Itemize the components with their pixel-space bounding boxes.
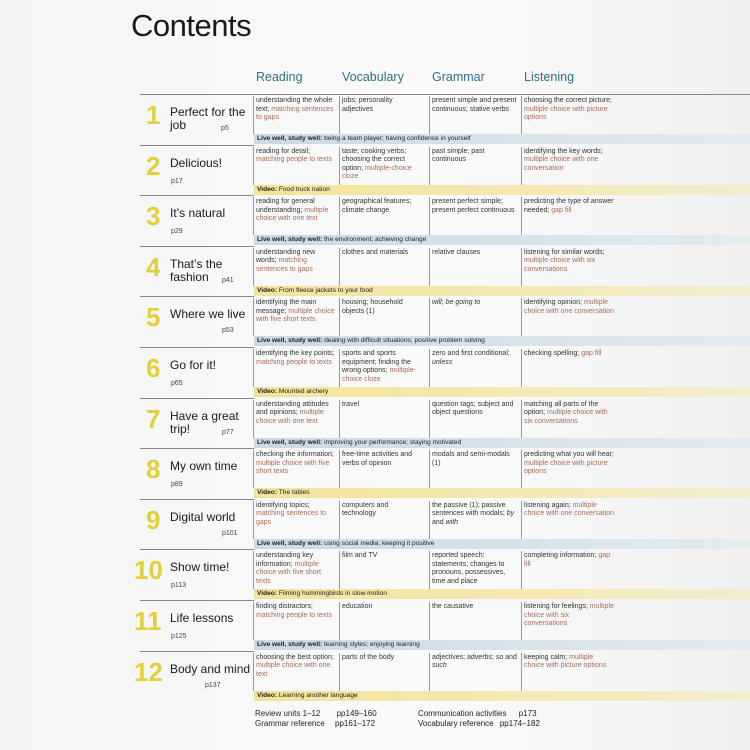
text-segment: understanding attitudes and opinions; [256,400,329,417]
text-segment: jobs; personality adjectives [342,97,393,113]
text-segment: matching people to texts [256,156,332,164]
column-divider [253,248,254,286]
column-divider [339,298,340,336]
text-segment: finding distractors; [256,603,313,610]
text-segment: predicting what you will hear; [524,451,614,459]
band-label: Video: [257,388,278,395]
text-segment: adjectives; adverbs; [432,653,496,661]
cell-listening [524,451,614,477]
unit-name: Show time! [170,560,230,575]
footer-communication-pages: p173 [518,709,537,718]
column-divider [429,197,430,235]
unit-name: That’s the fashion [170,256,223,284]
column-divider [429,96,430,134]
text-segment: past simple; past continuous [432,147,485,164]
cell-reading [256,350,336,367]
text-segment: matching sentences to gaps [256,257,313,273]
band-label: Live well, study well: [257,641,323,648]
cell-reading [256,299,336,325]
column-divider [521,653,522,691]
column-divider [521,551,522,589]
text-segment: predicting the type of answer needed; [524,198,614,214]
unit-number: 2 [146,150,161,181]
text-segment: identifying opinion; [524,299,584,307]
live-well-band [254,336,750,346]
column-divider [339,602,340,640]
column-divider [253,197,254,235]
cell-vocabulary [342,350,424,384]
footer-vocabulary-label: Vocabulary reference [418,719,494,728]
cell-listening [524,249,614,275]
live-well-band [254,640,750,650]
text-segment: listening for feelings; [524,603,590,610]
unit-number: 9 [146,504,161,535]
band-text: Mounted archery [277,388,329,395]
column-divider [339,248,340,286]
text-segment: checking the information; [256,451,334,459]
cell-reading [256,603,336,620]
band-label: Live well, study well: [257,438,323,446]
cell-reading [256,198,336,224]
unit-page-ref: p65 [171,380,183,387]
row-divider [140,347,254,348]
footer-grammar-pages: pp161–172 [335,719,376,728]
unit-page-ref: p17 [171,177,183,185]
cell-vocabulary [342,148,424,182]
text-segment: free-time activities and verbs of opinion [342,451,413,467]
column-divider [253,96,254,134]
unit-number: 4 [146,251,161,282]
band-label: Live well, study well: [257,236,323,244]
unit-page-ref: p29 [171,228,183,236]
band-text: Learning another language [277,691,358,699]
text-segment: identifying topics; [256,501,310,509]
cell-grammar [432,451,518,468]
cell-grammar [432,198,518,215]
cell-listening [524,654,614,671]
unit-number: 8 [146,454,161,485]
text-segment: zero and first conditional; [432,350,510,357]
unit-page-ref: p113 [171,582,187,590]
text-segment: reading for detail; [256,147,311,155]
unit-page-ref: p53 [222,327,234,335]
unit-page-ref: p137 [205,681,221,689]
cell-reading [256,401,336,427]
text-segment: film and TV [342,552,378,560]
footer-grammar [255,719,375,728]
column-divider [521,349,522,387]
cell-listening [524,603,614,629]
column-divider [429,349,430,387]
text-segment: understanding key information; [256,552,314,568]
band-label: Video: [257,691,278,699]
unit-number: 5 [146,302,161,333]
row-divider [140,651,254,652]
text-segment: sports and sports equipment; finding the wrong options; [342,350,411,374]
cell-listening [524,552,614,569]
column-divider [521,298,522,336]
text-segment: listening again; [524,501,573,509]
unit-name: Go for it! [170,358,217,372]
band-text: using social media; keeping it positive [322,539,435,547]
band-label: Video: [257,489,278,497]
text-segment: the passive (1); passive sentences with modals; [432,501,507,518]
cell-reading [256,249,336,275]
cell-vocabulary [342,654,424,663]
column-divider [339,349,340,387]
unit-number: 12 [134,656,163,687]
cell-vocabulary [342,249,424,258]
text-segment: computers and technology [342,501,389,518]
row-divider [140,499,254,500]
column-divider [429,450,430,488]
footer-communication-label: Communication activities [418,709,507,718]
text-segment: multiple choice with one text [256,662,331,678]
unit-name: Body and mind [170,661,251,676]
text-segment: listening for similar words; [524,248,605,256]
column-divider [253,602,254,640]
text-segment: identifying the key points; [256,350,335,357]
band-label: Live well, study well: [257,539,323,547]
cell-listening [524,502,614,519]
column-divider [253,298,254,336]
cell-grammar [432,603,518,612]
unit-page-ref: p77 [222,428,234,436]
text-segment: multiple choice with picture options [524,105,608,121]
text-segment: be going to [445,299,481,307]
row-divider [140,549,254,550]
text-segment: matching all parts of the option; [524,400,599,417]
text-segment: matching sentences to gaps [256,510,327,526]
band-text: learning styles; enjoying learning [322,641,420,648]
text-segment: education [342,603,373,610]
column-divider [339,147,340,185]
text-segment: multiple choice with six conversations [524,409,608,425]
cell-grammar [432,552,518,586]
column-divider [521,197,522,235]
text-segment: multiple choice with picture options [524,459,608,476]
row-divider [140,246,254,247]
column-heading-listening: Listening [524,70,575,84]
unit-page-ref: p41 [222,276,234,284]
column-divider [521,147,522,185]
live-well-band [254,134,750,144]
row-divider [140,296,254,297]
cell-vocabulary [342,299,424,316]
unit-number: 3 [146,201,161,232]
unit-number: 6 [146,353,161,383]
text-segment: multiple choice with picture options [524,653,607,670]
column-divider [521,450,522,488]
text-segment: multiple choice with five short texts [256,560,321,585]
text-segment: clothes and materials [342,248,409,256]
cell-grammar [432,654,518,671]
cell-listening [524,148,614,174]
unit-number: 10 [134,555,163,586]
cell-grammar [432,97,518,114]
cell-grammar [432,299,518,308]
column-divider [253,653,254,691]
text-segment: matching sentences to gaps [256,105,334,121]
footer-communication [418,709,537,718]
text-segment: choosing the best option; [256,653,334,661]
video-band [254,387,750,397]
unit-number: 1 [146,100,161,130]
cell-reading [256,451,336,477]
row-divider [140,600,254,601]
unit-name: Life lessons [170,611,234,625]
column-divider [253,501,254,539]
column-divider [521,400,522,438]
text-segment: identifying the key words; [524,147,603,155]
column-divider [429,147,430,185]
text-segment: gap fill [524,552,611,568]
column-divider [429,501,430,539]
unit-name: Perfect for the job [170,105,246,132]
footer-grammar-label: Grammar reference [255,719,325,728]
unit-page-ref: p101 [222,529,238,537]
band-text: being a team player; having confidence in yourself [322,135,471,142]
text-segment: present simple and present continuous; stative verbs [432,97,517,113]
column-divider [339,653,340,691]
unit-name: It’s natural [170,206,226,221]
cell-vocabulary [342,603,424,612]
column-divider [339,400,340,438]
cell-grammar [432,401,518,418]
cell-vocabulary [342,552,424,561]
unit-name: Where we live [170,307,246,322]
page-title: Contents [131,8,252,43]
band-label: Video: [257,286,278,294]
unit-page-ref: p5 [221,125,229,132]
cell-reading [256,654,336,680]
text-segment: gap fill [551,206,572,214]
video-band [254,286,750,296]
text-segment: multiple choice with one text [256,409,324,425]
cell-vocabulary [342,502,424,519]
unit-name: Digital world [170,509,236,524]
cell-vocabulary [342,401,424,410]
text-segment: multiple-choice cloze [342,367,416,383]
text-segment: multiple choice with five short texts [256,459,330,476]
column-divider [429,400,430,438]
column-heading-reading: Reading [256,70,303,84]
live-well-band [254,539,750,549]
cell-reading [256,502,336,528]
text-segment: reported speech: statements; changes to pronouns, possessives, time and place [432,552,506,585]
text-segment: by [506,510,515,518]
cell-reading [256,552,336,586]
column-divider [521,96,522,134]
column-divider [339,501,340,539]
text-segment: gap fill [581,350,602,357]
column-divider [429,602,430,640]
band-label: Video: [257,590,278,598]
column-divider [429,298,430,336]
text-segment: ; [441,299,446,307]
band-text: the environment; achieving change [322,236,427,244]
text-segment: unless [432,358,453,366]
cell-vocabulary [342,198,424,215]
text-segment: multiple choice with six conversations [524,603,614,627]
column-divider [253,400,254,438]
text-segment: will [432,299,442,307]
video-band [254,488,750,498]
cell-vocabulary [342,451,424,468]
column-divider [429,551,430,589]
text-segment: multiple choice with one conversation [524,156,599,172]
band-label: Video: [257,185,278,193]
unit-number: 11 [134,606,162,636]
column-divider [339,197,340,235]
row-divider [140,94,750,95]
band-text: Filming hummingbirds in slow motion [277,590,387,598]
column-divider [339,96,340,134]
band-label: Live well, study well: [257,135,323,142]
text-segment: multiple choice with one conversation [524,299,614,315]
footer-review-pages: pp149–160 [336,709,377,718]
cell-listening [524,198,614,215]
unit-name: Have a great trip! [170,408,239,436]
footer-vocabulary-pages: pp174–182 [499,719,540,728]
text-segment: housing; household objects (1) [342,299,403,315]
text-segment: question tags; subject and object questions [432,400,514,417]
band-text: improving your performance; staying motivated [322,438,462,446]
column-divider [339,450,340,488]
text-segment: choosing the correct picture; [524,97,612,104]
band-text: Food truck nation [277,185,330,193]
unit-name: Delicious! [170,155,223,170]
column-divider [521,501,522,539]
footer-review-label: Review units 1–12 [255,709,321,718]
text-segment: multiple choice with one conversation [524,501,614,518]
text-segment: reading for general understanding; [256,198,315,214]
text-segment: relative clauses [432,248,481,256]
live-well-band [254,235,750,245]
text-segment: identifying the main message; [256,299,317,315]
band-text: dealing with difficult situations; positive problem solving [322,337,485,345]
text-segment: multiple-choice cloze [342,164,412,181]
text-segment: understanding new words; [256,248,316,265]
column-heading-grammar: Grammar [432,70,485,84]
column-divider [253,147,254,185]
live-well-band [254,438,750,448]
column-divider [521,602,522,640]
row-divider [140,398,254,399]
text-segment: geographical features; climate change [342,198,412,214]
column-divider [253,551,254,589]
cell-grammar [432,148,518,165]
cell-reading [256,97,336,123]
text-segment: checking spelling; [524,350,582,357]
text-segment: multiple choice with one text [256,206,329,223]
cell-grammar [432,350,518,367]
unit-name: My own time [170,459,238,474]
text-segment: so [495,653,504,661]
text-segment: and [432,518,446,526]
column-divider [339,551,340,589]
text-segment: matching people to texts [256,358,332,366]
row-divider [140,145,254,146]
cell-listening [524,299,614,316]
column-divider [521,248,522,286]
unit-page-ref: p125 [171,633,187,640]
unit-page-ref: p89 [171,481,183,489]
text-segment: multiple choice with five short texts [256,307,335,324]
cell-listening [524,401,614,427]
text-segment: parts of the body [342,653,395,661]
column-divider [253,349,254,387]
band-label: Live well, study well: [257,337,323,345]
text-segment: understanding the whole text; [256,97,333,113]
text-segment: keeping calm; [524,653,570,661]
video-band [254,691,750,701]
column-divider [429,248,430,286]
text-segment: taste; cooking verbs; choosing the correct option; [342,147,407,172]
text-segment: travel [342,400,360,408]
unit-number: 7 [146,403,161,434]
text-segment: completing information; [524,552,599,560]
footer-review [255,709,377,718]
column-divider [429,653,430,691]
cell-grammar [432,249,518,258]
cell-vocabulary [342,97,424,114]
column-heading-vocabulary: Vocabulary [342,70,404,84]
text-segment: and [503,653,517,661]
band-text: The tables [277,489,310,497]
text-segment: multiple choice with six conversations [524,257,596,273]
cell-listening [524,97,614,123]
text-segment: such [432,662,447,670]
text-segment: with [445,518,459,526]
cell-listening [524,350,614,359]
text-segment: modals and semi-modals (1) [432,451,510,467]
video-band [254,185,750,195]
footer-vocabulary [418,719,540,728]
video-band [254,589,750,599]
column-divider [253,450,254,488]
text-segment: matching people to texts [256,611,332,619]
band-text: From fleece jackets to your food [277,286,373,294]
text-segment: the causative [432,603,474,610]
text-segment: present perfect simple; present perfect continuous [432,198,515,214]
row-divider [140,448,254,449]
cell-reading [256,148,336,165]
cell-grammar [432,502,518,528]
row-divider [140,195,254,196]
